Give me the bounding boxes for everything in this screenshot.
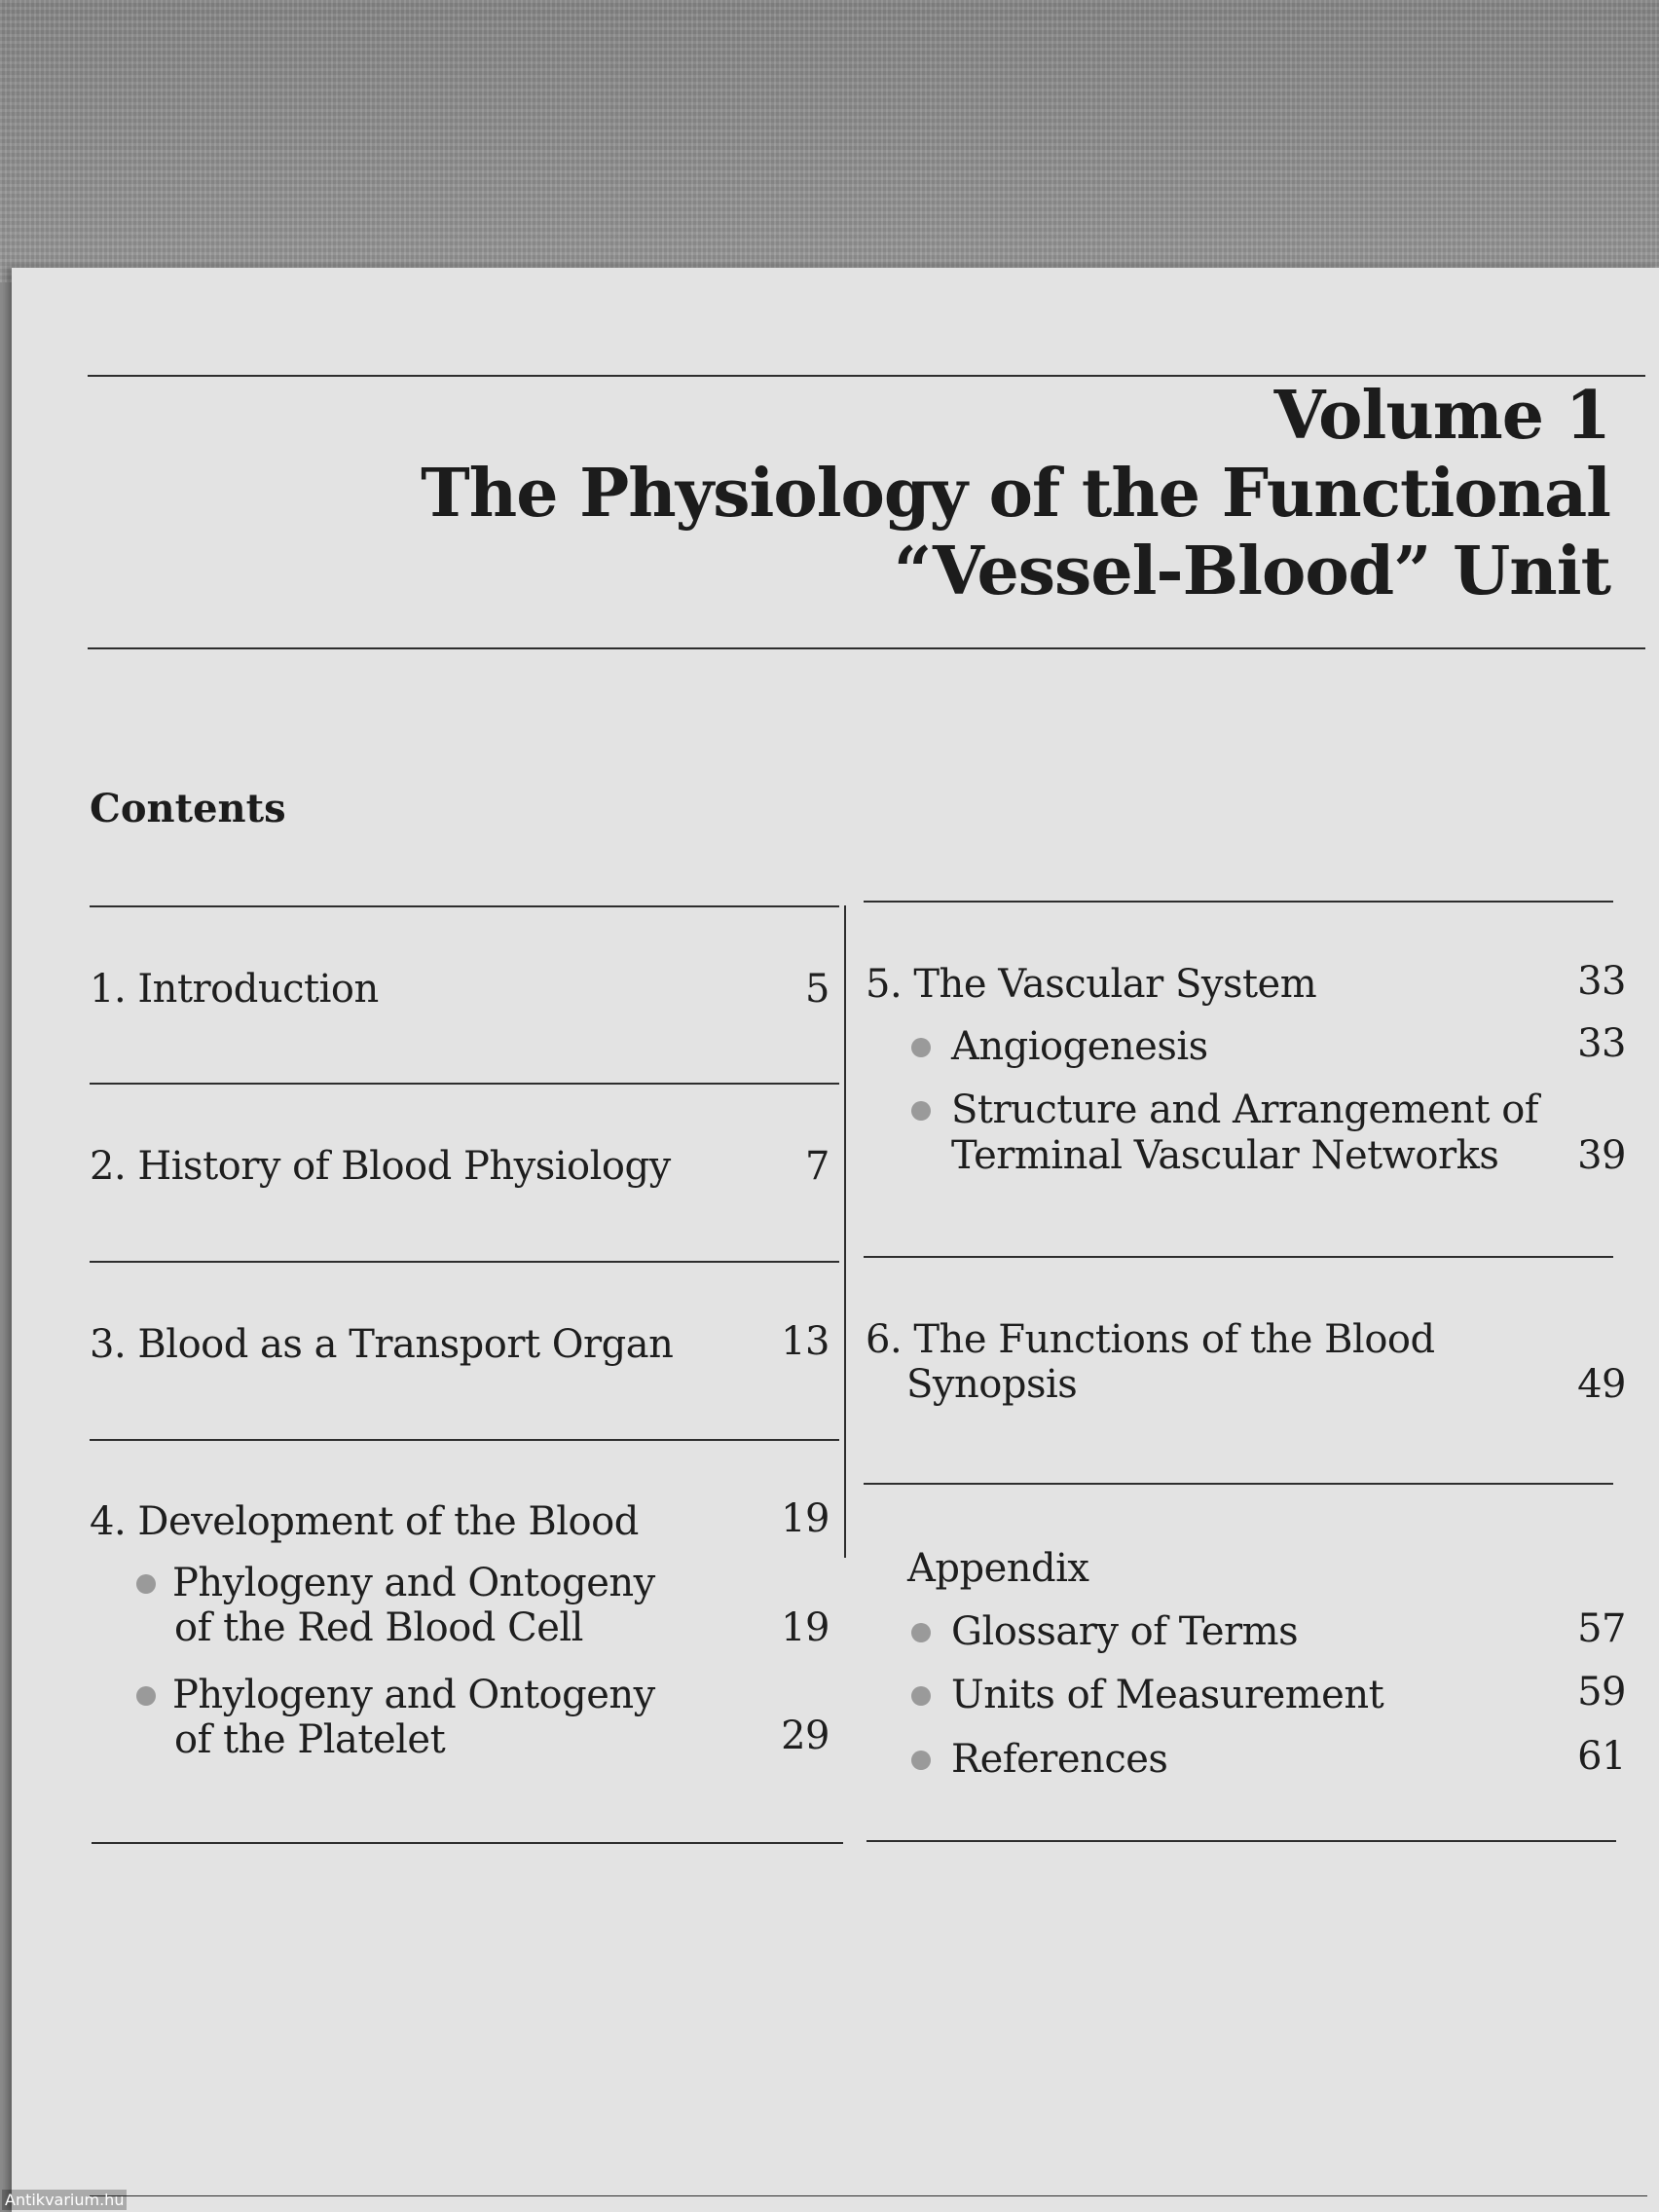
toc-page-vascular-system: 33 (1577, 959, 1626, 1004)
page-bottom-rule (90, 2195, 1647, 2196)
toc-entry-development[interactable]: 4. Development of the Blood (90, 1499, 639, 1544)
right-rule-4 (866, 1840, 1616, 1842)
toc-page-functions: 49 (1577, 1362, 1626, 1407)
toc-page-terminal-networks: 39 (1577, 1133, 1626, 1178)
toc-entry-vascular-system[interactable]: 5. The Vascular System (866, 962, 1317, 1007)
left-rule-2 (90, 1083, 839, 1085)
toc-sub-terminal-networks-line1[interactable]: Structure and Arrangement of (951, 1088, 1539, 1132)
volume-title (421, 377, 1610, 610)
bullet-dot-icon (911, 1686, 931, 1706)
bullet-dot-icon (911, 1038, 931, 1057)
column-divider (844, 905, 846, 1558)
right-rule-1 (864, 901, 1613, 903)
toc-entry-functions-line1[interactable]: 6. The Functions of the Blood (866, 1317, 1435, 1362)
bullet-dot-icon (911, 1623, 931, 1642)
toc-page-angiogenesis: 33 (1577, 1021, 1626, 1066)
toc-sub-platelet-line1[interactable]: Phylogeny and Ontogeny (172, 1673, 655, 1717)
toc-page-platelet: 29 (781, 1714, 830, 1758)
toc-sub-platelet-line2[interactable]: of the Platelet (174, 1717, 446, 1762)
bullet-dot-icon (911, 1751, 931, 1770)
toc-sub-red-blood-cell-line1[interactable]: Phylogeny and Ontogeny (172, 1561, 655, 1605)
bullet-dot-icon (136, 1574, 156, 1594)
toc-page-history: 7 (805, 1144, 830, 1189)
background-surface (0, 0, 1659, 282)
toc-appendix-glossary[interactable]: Glossary of Terms (951, 1609, 1299, 1654)
volume-title-line3: “Vessel-Blood” Unit (893, 533, 1610, 610)
toc-page-development: 19 (781, 1496, 830, 1541)
toc-page-red-blood-cell: 19 (781, 1605, 830, 1650)
toc-entry-introduction[interactable]: 1. Introduction (90, 967, 379, 1012)
right-rule-2 (864, 1256, 1613, 1258)
volume-title-line2: The Physiology of the Functional (421, 455, 1610, 533)
toc-page-transport-organ: 13 (781, 1319, 830, 1364)
toc-sub-angiogenesis[interactable]: Angiogenesis (951, 1024, 1208, 1069)
book-page (12, 268, 1659, 2212)
left-rule-3 (90, 1261, 839, 1263)
toc-page-units: 59 (1577, 1670, 1626, 1714)
toc-page-glossary: 57 (1577, 1606, 1626, 1651)
title-bottom-rule (88, 647, 1645, 649)
left-rule-1 (90, 905, 839, 907)
watermark-text: Antikvarium.hu (2, 2190, 127, 2210)
bullet-dot-icon (136, 1686, 156, 1706)
right-rule-3 (864, 1483, 1613, 1485)
toc-entry-transport-organ[interactable]: 3. Blood as a Transport Organ (90, 1322, 674, 1367)
toc-appendix-references[interactable]: References (951, 1737, 1168, 1782)
toc-sub-terminal-networks-line2[interactable]: Terminal Vascular Networks (951, 1133, 1499, 1178)
toc-page-references: 61 (1577, 1734, 1626, 1779)
toc-appendix-units[interactable]: Units of Measurement (951, 1673, 1384, 1717)
toc-entry-history[interactable]: 2. History of Blood Physiology (90, 1144, 671, 1189)
bullet-dot-icon (911, 1101, 931, 1121)
volume-title-line1: Volume 1 (1273, 377, 1610, 455)
toc-sub-red-blood-cell-line2[interactable]: of the Red Blood Cell (174, 1605, 583, 1650)
contents-heading: Contents (90, 786, 286, 831)
appendix-heading: Appendix (907, 1546, 1089, 1591)
left-rule-5 (92, 1842, 843, 1844)
toc-entry-functions-line2[interactable]: Synopsis (906, 1362, 1078, 1407)
left-rule-4 (90, 1439, 839, 1441)
toc-page-introduction: 5 (805, 967, 830, 1012)
